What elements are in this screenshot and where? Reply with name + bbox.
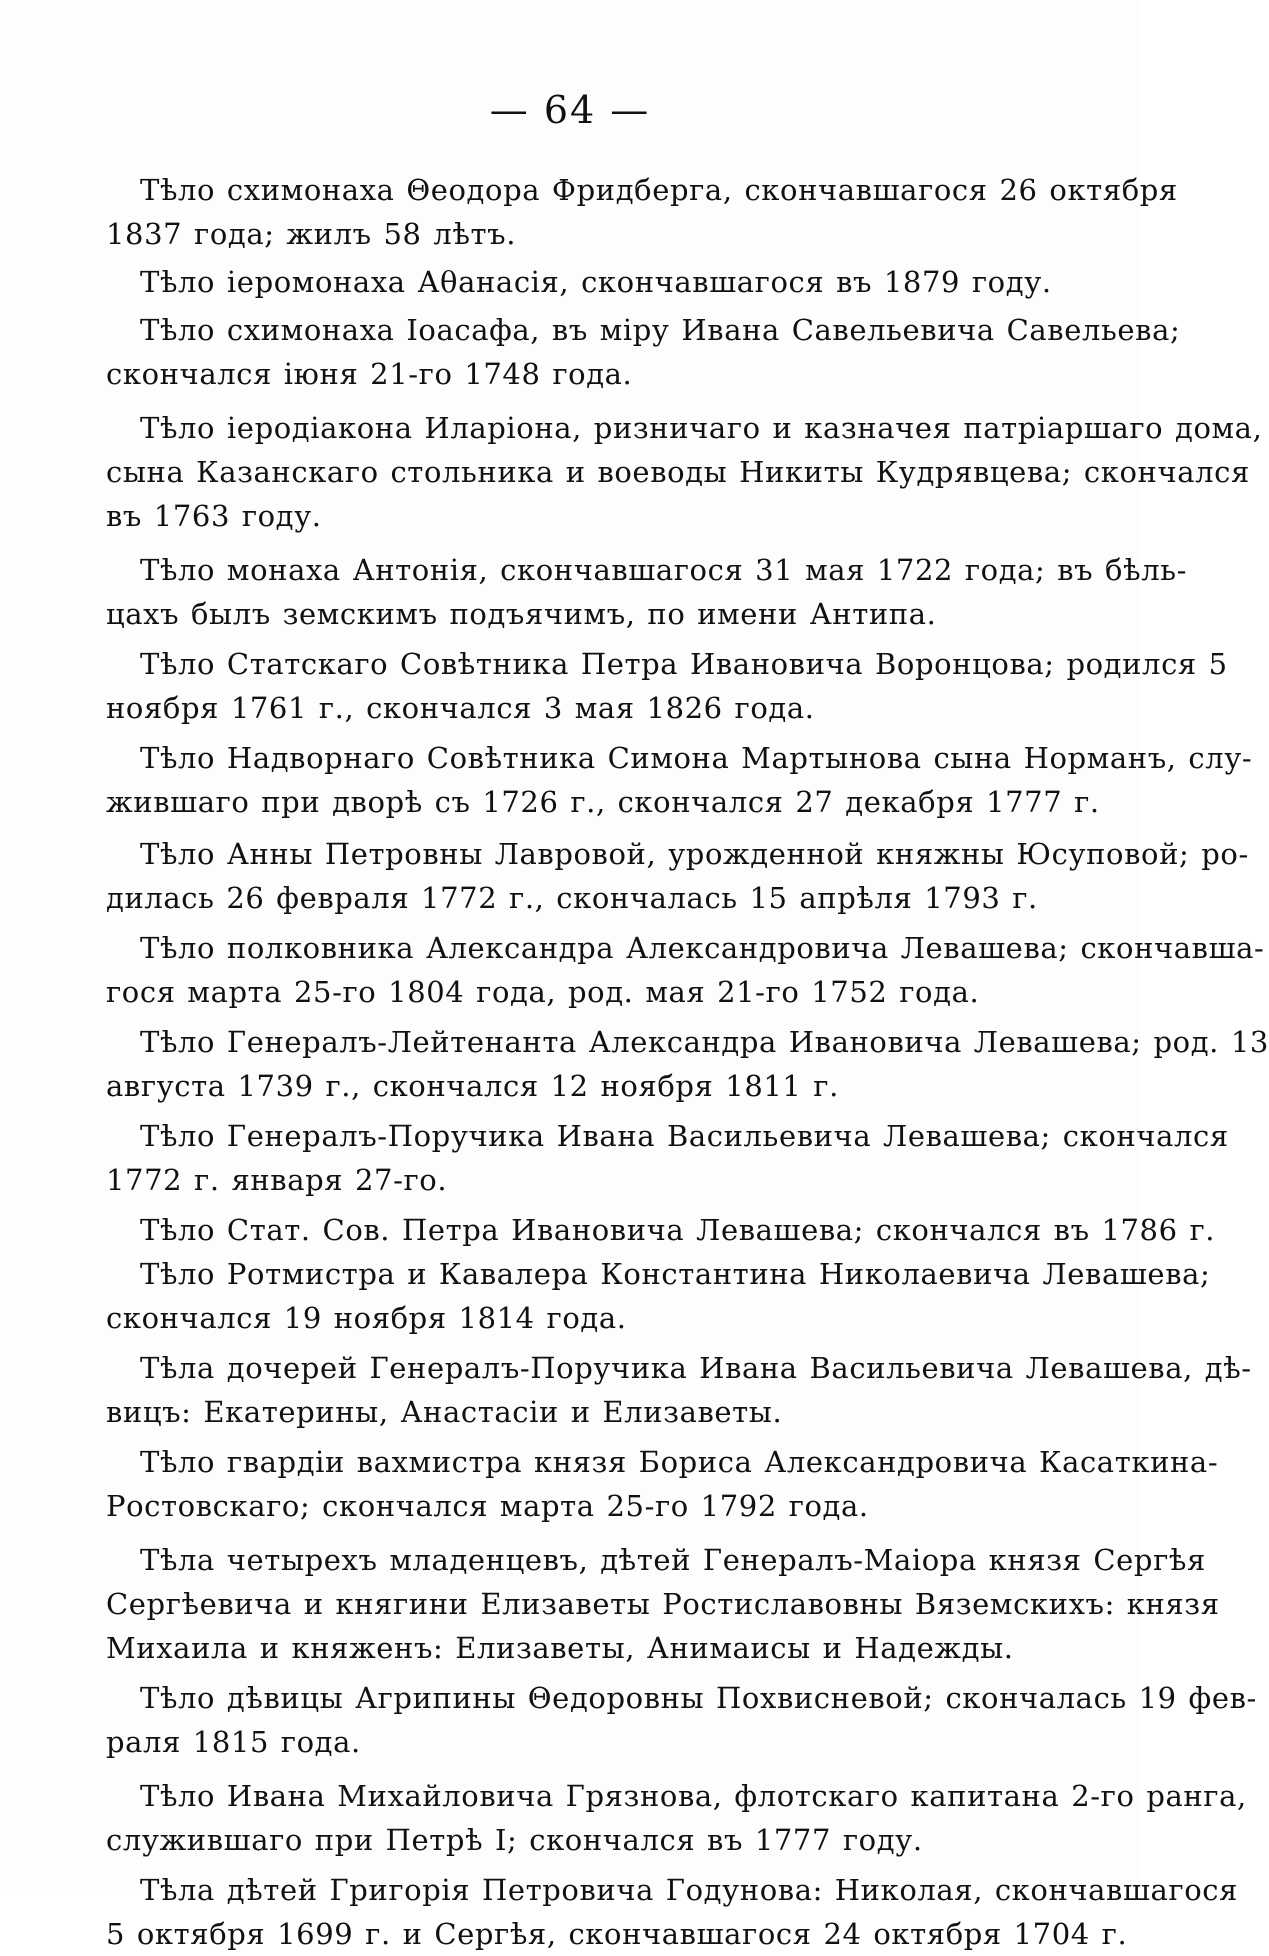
paragraph: [106, 548, 1187, 636]
text-body: [106, 168, 1269, 1956]
text-line: Тѣло дѣвицы Агрипины Θедоровны Похвисневой; скончалась 19 фев-: [140, 1681, 1257, 1715]
text-line: Тѣло гвардіи вахмистра князя Бориса Александровича Касаткина-: [140, 1445, 1219, 1479]
page-number: — 64 —: [489, 88, 651, 132]
text-line: Тѣло монаха Антонія, скончавшагося 31 мая 1722 года; въ бѣль-: [140, 553, 1187, 587]
text-line: Тѣло Генералъ-Лейтенанта Александра Ивановича Левашева; род. 13: [140, 1025, 1269, 1059]
text-line: Михаила и княженъ: Елизаветы, Анимаисы и Надежды.: [106, 1631, 1014, 1665]
text-line: дилась 26 февраля 1772 г., скончалась 15 апрѣля 1793 г.: [106, 881, 1038, 915]
text-line: раля 1815 года.: [106, 1725, 361, 1759]
text-line: вицъ: Екатерины, Анастасіи и Елизаветы.: [106, 1395, 783, 1429]
text-line: Тѣло полковника Александра Александровича Левашева; скончавша-: [140, 931, 1265, 965]
text-line: въ 1763 году.: [106, 499, 322, 533]
paragraph: [106, 1252, 1211, 1340]
paragraph: [106, 1440, 1219, 1528]
text-line: Тѣло іеромонаха Аθанасія, скончавшагося въ 1879 году.: [140, 265, 1052, 299]
text-line: Тѣло Надворнаго Совѣтника Симона Мартынова сына Норманъ, слу-: [140, 741, 1253, 775]
text-line: сына Казанскаго стольника и воеводы Никиты Кудрявцева; скончался: [106, 455, 1250, 489]
text-line: служившаго при Петрѣ I; скончался въ 1777 году.: [106, 1823, 923, 1857]
text-line: жившаго при дворѣ съ 1726 г., скончался 27 декабря 1777 г.: [106, 785, 1100, 819]
paragraph: [106, 168, 1178, 256]
text-line: 1772 г. января 27-го.: [106, 1163, 448, 1197]
text-line: 1837 года; жилъ 58 лѣтъ.: [106, 217, 517, 251]
paragraph: [106, 1346, 1252, 1434]
text-line: Тѣло схимонаха Іоасафа, въ міру Ивана Савельевича Савельева;: [140, 313, 1181, 347]
text-line: гося марта 25-го 1804 года, род. мая 21-го 1752 года.: [106, 975, 980, 1009]
text-line: 5 октября 1699 г. и Сергѣя, скончавшагося 24 октября 1704 г.: [106, 1917, 1128, 1951]
text-line: Тѣло Ивана Михайловича Грязнова, флотскаго капитана 2-го ранга,: [140, 1779, 1247, 1813]
paragraph: [106, 1538, 1220, 1670]
paragraph: [106, 1020, 1269, 1108]
text-line: Тѣло іеродіакона Иларіона, ризничаго и казначея патріаршаго дома,: [140, 411, 1263, 445]
paragraph: [106, 736, 1253, 824]
text-line: Тѣла дочерей Генералъ-Поручика Ивана Васильевича Левашева, дѣ-: [140, 1351, 1252, 1385]
paragraph: [106, 308, 1181, 396]
paragraph: [106, 260, 1092, 304]
paragraph: [106, 406, 1263, 538]
paragraph: [106, 1868, 1239, 1956]
paragraph: [106, 1676, 1257, 1764]
text-line: Тѣло схимонаха Θеодора Фридберга, скончавшагося 26 октября: [140, 173, 1178, 207]
paragraph: [106, 926, 1265, 1014]
paragraph: [106, 1208, 1216, 1252]
text-line: Ростовскаго; скончался марта 25-го 1792 года.: [106, 1489, 869, 1523]
paragraph: [106, 1114, 1229, 1202]
text-line: августа 1739 г., скончался 12 ноября 1811 г.: [106, 1069, 839, 1103]
text-line: цахъ былъ земскимъ подъячимъ, по имени Антипа.: [106, 597, 937, 631]
text-line: Тѣло Стат. Сов. Петра Ивановича Левашева; скончался въ 1786 г.: [140, 1213, 1216, 1247]
text-line: Тѣла дѣтей Григорія Петровича Годунова: Николая, скончавшагося: [140, 1873, 1239, 1907]
text-line: Сергѣевича и княгини Елизаветы Ростиславовны Вяземскихъ: князя: [106, 1587, 1220, 1621]
text-line: Тѣло Анны Петровны Лавровой, урожденной княжны Юсуповой; ро-: [140, 837, 1249, 871]
text-line: Тѣло Генералъ-Поручика Ивана Васильевича Левашева; скончался: [140, 1119, 1229, 1153]
text-line: Тѣла четырехъ младенцевъ, дѣтей Генералъ-Маіора князя Сергѣя: [140, 1543, 1206, 1577]
text-line: скончался 19 ноября 1814 года.: [106, 1301, 627, 1335]
paragraph: [106, 642, 1228, 730]
text-line: скончался іюня 21-го 1748 года.: [106, 357, 633, 391]
text-line: Тѣло Ротмистра и Кавалера Константина Николаевича Левашева;: [140, 1257, 1211, 1291]
text-line: ноября 1761 г., скончался 3 мая 1826 года.: [106, 691, 815, 725]
paragraph: [106, 1774, 1247, 1862]
paragraph: [106, 832, 1249, 920]
text-line: Тѣло Статскаго Совѣтника Петра Ивановича Воронцова; родился 5: [140, 647, 1228, 681]
